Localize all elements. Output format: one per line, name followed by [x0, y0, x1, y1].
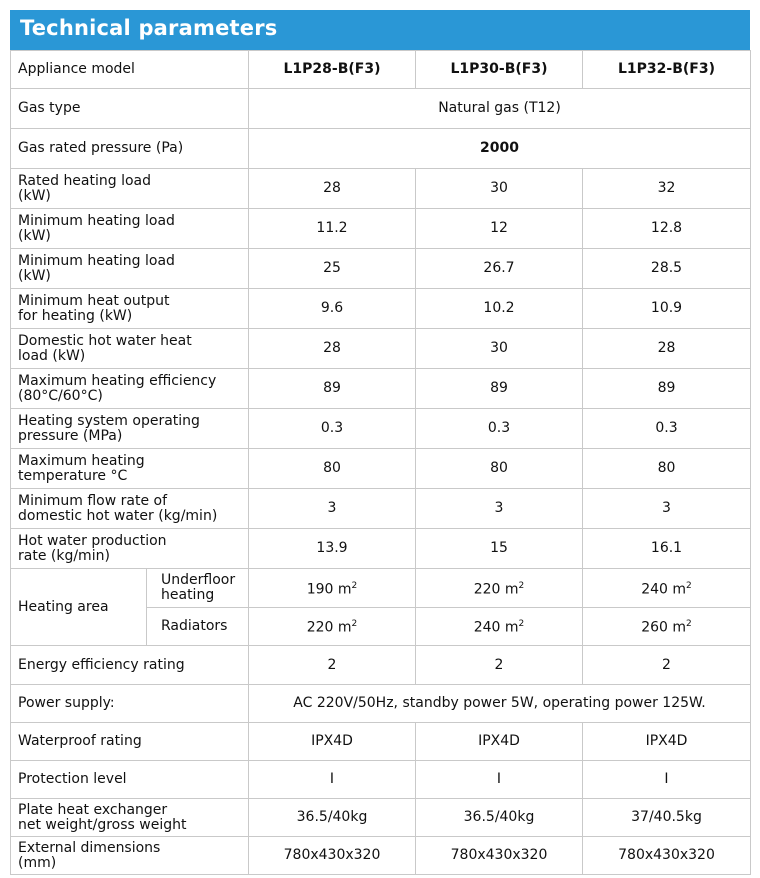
parameter-value-2: 15 [416, 529, 583, 569]
parameter-value-1: 89 [249, 369, 416, 409]
parameter-label [11, 289, 249, 329]
row-heating-area-underfloor [11, 569, 751, 608]
energy-value-1: 2 [249, 646, 416, 685]
parameter-row [11, 449, 751, 489]
parameter-value-1: 0.3 [249, 409, 416, 449]
parameter-row [11, 489, 751, 529]
parameter-value-1: 28 [249, 329, 416, 369]
parameter-value-3: 89 [583, 369, 751, 409]
parameter-label-line2: (kW) [18, 267, 51, 284]
parameter-value-2: 26.7 [416, 249, 583, 289]
underfloor-value-1: 190 $m^2$ [249, 569, 416, 608]
parameter-row [11, 209, 751, 249]
row-dimensions [11, 837, 751, 875]
parameter-value-2: 30 [416, 329, 583, 369]
energy-value-2: 2 [416, 646, 583, 685]
parameter-value-3: 16.1 [583, 529, 751, 569]
parameter-value-1: 25 [249, 249, 416, 289]
parameter-label-line2: load (kW) [18, 347, 86, 364]
dimensions-label-line1: External dimensions [18, 839, 161, 856]
radiators-label: Radiators [147, 608, 249, 646]
parameter-row [11, 249, 751, 289]
parameter-value-2: 0.3 [416, 409, 583, 449]
parameter-label-line2: for heating (kW) [18, 307, 133, 324]
protection-value-1: I [249, 761, 416, 799]
gas-pressure-value: 2000 [249, 129, 751, 169]
gas-type-label: Gas type [11, 89, 249, 129]
parameter-row [11, 169, 751, 209]
parameter-row [11, 409, 751, 449]
parameter-label-line1: Minimum heating load [18, 212, 175, 229]
parameter-row [11, 529, 751, 569]
parameter-label [11, 209, 249, 249]
radiators-value-2: 240 $m^2$ [416, 608, 583, 646]
gas-type-value: Natural gas (T12) [249, 89, 751, 129]
parameter-label-line1: Heating system operating [18, 412, 200, 429]
parameter-label [11, 249, 249, 289]
row-gas-type [11, 89, 751, 129]
underfloor-value-3: 240 $m^2$ [583, 569, 751, 608]
row-power [11, 685, 751, 723]
dimensions-label-line2: (mm) [18, 854, 57, 871]
spec-table [10, 50, 751, 875]
parameter-value-1: 28 [249, 169, 416, 209]
dimensions-value-3: 780x430x320 [583, 837, 751, 875]
protection-label: Protection level [11, 761, 249, 799]
row-weight [11, 799, 751, 837]
parameter-value-1: 11.2 [249, 209, 416, 249]
parameter-value-2: 3 [416, 489, 583, 529]
weight-value-2: 36.5/40kg [416, 799, 583, 837]
radiators-value-3: 260 $m^2$ [583, 608, 751, 646]
model-2: L1P30-B(F3) [416, 51, 583, 89]
model-label: Appliance model [11, 51, 249, 89]
parameter-value-3: 28.5 [583, 249, 751, 289]
row-waterproof [11, 723, 751, 761]
parameter-label-line1: Rated heating load [18, 172, 152, 189]
underfloor-label [147, 569, 249, 608]
parameter-value-3: 80 [583, 449, 751, 489]
parameter-label-line1: Maximum heating efficiency [18, 372, 217, 389]
protection-value-3: I [583, 761, 751, 799]
parameter-label-line1: Minimum heating load [18, 252, 175, 269]
waterproof-value-3: IPX4D [583, 723, 751, 761]
power-label: Power supply: [11, 685, 249, 723]
parameter-label-line2: temperature °C [18, 467, 128, 484]
parameter-label-line2: rate (kg/min) [18, 547, 110, 564]
energy-value-3: 2 [583, 646, 751, 685]
parameter-value-2: 30 [416, 169, 583, 209]
parameter-value-1: 13.9 [249, 529, 416, 569]
parameter-row [11, 289, 751, 329]
title-bar [10, 10, 750, 50]
parameter-value-3: 3 [583, 489, 751, 529]
dimensions-label [11, 837, 249, 875]
parameter-label [11, 409, 249, 449]
parameter-label [11, 529, 249, 569]
parameter-label-line1: Domestic hot water heat [18, 332, 192, 349]
row-protection [11, 761, 751, 799]
weight-value-1: 36.5/40kg [249, 799, 416, 837]
weight-label-line2: net weight/gross weight [18, 816, 187, 833]
parameter-row [11, 369, 751, 409]
parameter-value-3: 28 [583, 329, 751, 369]
parameter-value-1: 9.6 [249, 289, 416, 329]
parameter-value-1: 3 [249, 489, 416, 529]
underfloor-label-line2: heating [161, 587, 215, 603]
gas-pressure-label: Gas rated pressure (Pa) [11, 129, 249, 169]
parameter-value-2: 80 [416, 449, 583, 489]
waterproof-value-1: IPX4D [249, 723, 416, 761]
parameter-label-line2: pressure (MPa) [18, 427, 123, 444]
parameter-value-1: 80 [249, 449, 416, 489]
power-value: AC 220V/50Hz, standby power 5W, operating power 125W. [249, 685, 751, 723]
parameter-label-line2: (80°C/60°C) [18, 387, 103, 404]
page-title: Technical parameters [20, 16, 278, 40]
row-model [11, 51, 751, 89]
parameter-value-3: 10.9 [583, 289, 751, 329]
parameter-value-3: 0.3 [583, 409, 751, 449]
parameter-value-2: 12 [416, 209, 583, 249]
parameter-label [11, 329, 249, 369]
weight-label-line1: Plate heat exchanger [18, 801, 168, 818]
energy-label: Energy efficiency rating [11, 646, 249, 685]
parameter-label-line2: (kW) [18, 227, 51, 244]
row-gas-pressure [11, 129, 751, 169]
parameter-value-3: 12.8 [583, 209, 751, 249]
parameter-label-line1: Minimum heat output [18, 292, 170, 309]
parameter-row [11, 329, 751, 369]
parameter-label-line2: domestic hot water (kg/min) [18, 507, 218, 524]
weight-value-3: 37/40.5kg [583, 799, 751, 837]
parameter-label [11, 449, 249, 489]
model-1: L1P28-B(F3) [249, 51, 416, 89]
row-energy [11, 646, 751, 685]
parameter-label [11, 169, 249, 209]
dimensions-value-1: 780x430x320 [249, 837, 416, 875]
model-3: L1P32-B(F3) [583, 51, 751, 89]
waterproof-label: Waterproof rating [11, 723, 249, 761]
underfloor-label-line1: Underfloor [161, 572, 236, 588]
parameter-label-line1: Hot water production [18, 532, 167, 549]
protection-value-2: I [416, 761, 583, 799]
radiators-value-1: 220 $m^2$ [249, 608, 416, 646]
parameter-value-3: 32 [583, 169, 751, 209]
parameter-label [11, 489, 249, 529]
parameter-label-line1: Maximum heating [18, 452, 145, 469]
weight-label [11, 799, 249, 837]
parameter-value-2: 10.2 [416, 289, 583, 329]
parameter-label-line1: Minimum flow rate of [18, 492, 167, 509]
parameter-value-2: 89 [416, 369, 583, 409]
heating-area-label: Heating area [11, 569, 147, 646]
parameter-label [11, 369, 249, 409]
dimensions-value-2: 780x430x320 [416, 837, 583, 875]
parameter-label-line2: (kW) [18, 187, 51, 204]
underfloor-value-2: 220 $m^2$ [416, 569, 583, 608]
waterproof-value-2: IPX4D [416, 723, 583, 761]
